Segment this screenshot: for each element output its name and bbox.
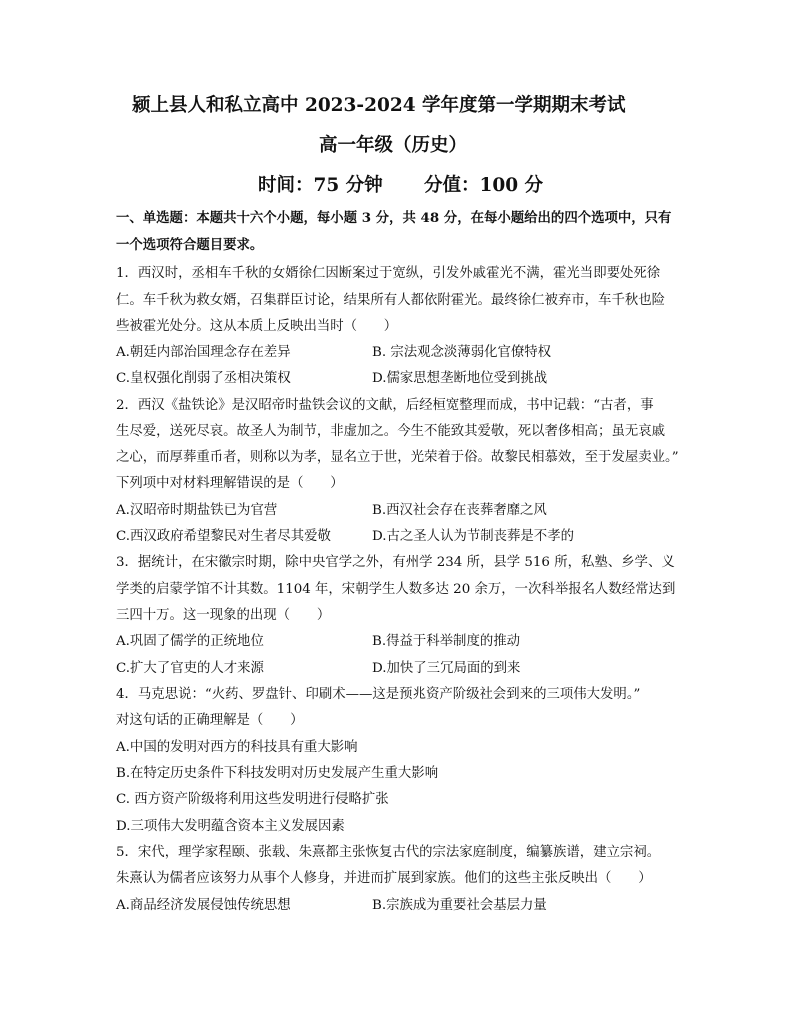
question-4-line: 4．马克思说：“火药、罗盘针、印刷术——这是预兆资产阶级社会到来的三项伟大发明。”	[116, 687, 641, 702]
section-instruction-line: 一、单选题：本题共十六个小题，每小题 3 分，共 48 分，在每小题给出的四个选项中，只有	[116, 210, 672, 226]
question-1-option-a[interactable]: A.朝廷内部治国理念存在差异	[116, 345, 291, 360]
question-5-option-a[interactable]: A.商品经济发展侵蚀传统思想	[116, 898, 291, 913]
question-2-line: 之心，而厚葬重币者，则称以为孝，显名立于世，光荣着于俗。故黎民相慕效，至于发屋卖业。”	[116, 450, 679, 465]
exam-title: 颍上县人和私立高中 2023-2024 学年度第一学期期末考试	[132, 95, 626, 116]
question-4-option-d[interactable]: D.三项伟大发明蕴含资本主义发展因素	[116, 819, 345, 834]
section-instruction-line: 一个选项符合题目要求。	[116, 237, 264, 253]
question-2-option-b[interactable]: B.西汉社会存在丧葬奢靡之风	[372, 503, 547, 518]
question-2-option-d[interactable]: D.古之圣人认为节制丧葬是不孝的	[372, 529, 574, 544]
question-5-line: 朱熹认为儒者应该努力从事个人修身，并进而扩展到家族。他们的这些主张反映出（ ）	[116, 871, 652, 886]
exam-subtitle: 高一年级（历史）	[319, 135, 468, 156]
question-3-option-c[interactable]: C.扩大了官吏的人才来源	[116, 661, 264, 676]
question-4-line: 对这句话的正确理解是（ ）	[116, 713, 304, 728]
question-3-line: 三四十万。这一现象的出现（ ）	[116, 608, 331, 623]
question-3-option-b[interactable]: B.得益于科举制度的推动	[372, 634, 521, 649]
question-2-line: 2．西汉《盐铁论》是汉昭帝时盐铁会议的文献，后经桓宽整理而成，书中记载：“古者，事	[116, 398, 654, 413]
exam-time: 时间：75 分钟	[258, 175, 383, 196]
question-2-line: 下列项中对材料理解错误的是（ ）	[116, 476, 344, 491]
question-5-option-b[interactable]: B.宗族成为重要社会基层力量	[372, 898, 547, 913]
question-4-option-c[interactable]: C. 西方资产阶级将利用这些发明进行侵略扩张	[116, 792, 389, 807]
question-4-option-a[interactable]: A.中国的发明对西方的科技具有重大影响	[116, 740, 358, 755]
question-2-option-a[interactable]: A.汉昭帝时期盐铁已为官营	[116, 503, 278, 518]
question-1-line: 仁。车千秋为救女婿，召集群臣讨论，结果所有人都依附霍光。最终徐仁被弃市，车千秋也险	[116, 293, 666, 308]
question-5-line: 5．宋代，理学家程颐、张载、朱熹都主张恢复古代的宗法家庭制度，编纂族谱，建立宗祠。	[116, 845, 661, 860]
question-4-option-b[interactable]: B.在特定历史条件下科技发明对历史发展产生重大影响	[116, 766, 439, 781]
question-2-line: 生尽爱，送死尽哀。故圣人为制节，非虚加之。今生不能致其爱敬，死以奢侈相高；虽无哀戚	[116, 424, 666, 439]
exam-score: 分值：100 分	[424, 175, 544, 196]
question-3-line: 3．据统计，在宋徽宗时期，除中央官学之外，有州学 234 所，县学 516 所，私塾、乡学、义	[116, 555, 675, 570]
question-2-option-c[interactable]: C.西汉政府希望黎民对生者尽其爱敬	[116, 529, 331, 544]
question-1-line: 1．西汉时，丞相车千秋的女婿徐仁因断案过于宽纵，引发外戚霍光不满，霍光当即要处死徐	[116, 266, 661, 281]
question-3-line: 学类的启蒙学馆不计其数。1104 年，宋朝学生人数多达 20 余万，一次科举报名人数经常达到	[116, 582, 676, 597]
question-1-line: 些被霍光处分。这从本质上反映出当时（ ）	[116, 319, 398, 334]
question-3-option-d[interactable]: D.加快了三冗局面的到来	[372, 661, 521, 676]
question-1-option-d[interactable]: D.儒家思想垄断地位受到挑战	[372, 371, 548, 386]
question-1-option-c[interactable]: C.皇权强化削弱了丞相决策权	[116, 371, 291, 386]
question-3-option-a[interactable]: A.巩固了儒学的正统地位	[116, 634, 264, 649]
question-1-option-b[interactable]: B. 宗法观念淡薄弱化官僚特权	[372, 345, 552, 360]
